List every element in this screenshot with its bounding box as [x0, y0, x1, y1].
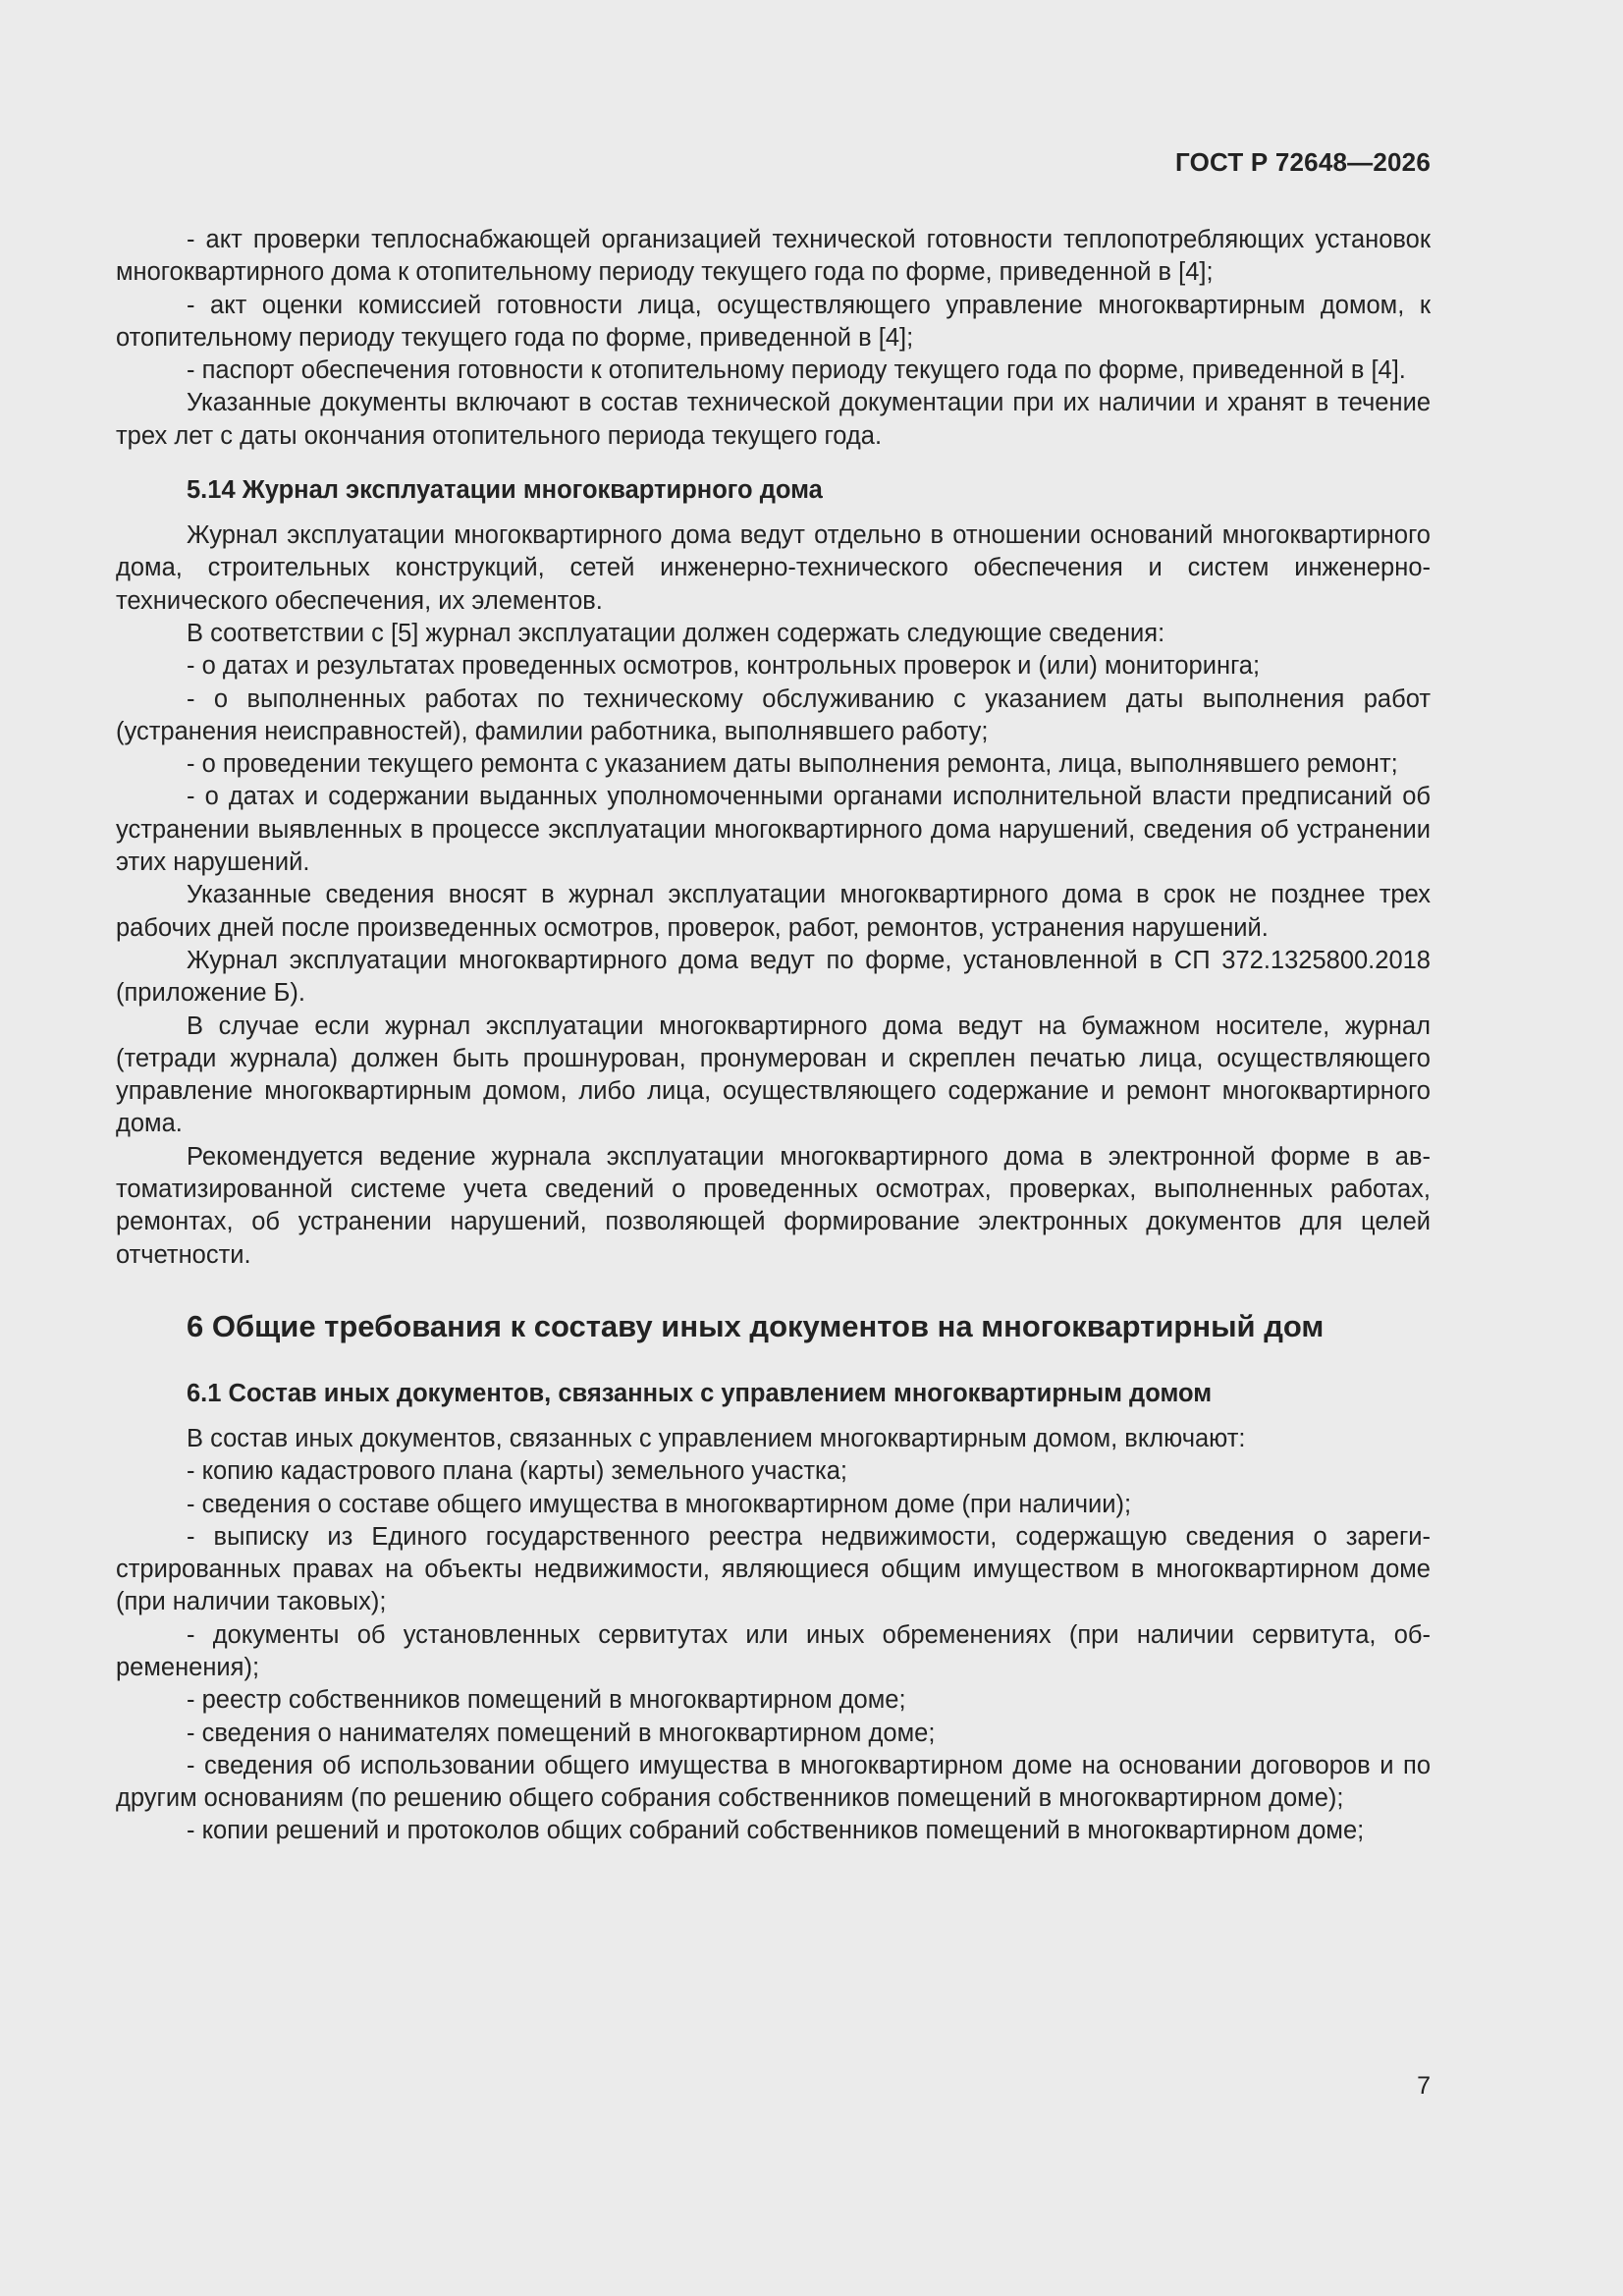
subsection-heading-5-14: 5.14 Журнал эксплуатации многоквартирного дома: [187, 476, 823, 505]
subsection-heading-6-1: 6.1 Состав иных документов, связанных с управлением многоквартирным домом: [187, 1379, 1213, 1407]
paragraph: Рекомендуется ведение журнала эксплуатации многоквартирного дома в электронной форме в автоматизированной системе учета сведений о проведенных осмотрах, проверках, выполненных работах, ремонтах, об устранении нарушений, позволяющей формирование электронных документов для целей отчетности.: [116, 1142, 1431, 1269]
list-item: - паспорт обеспечения готовности к отопительному периоду текущего года по форме, приведенной в [4].: [187, 356, 1406, 385]
paragraph: Указанные сведения вносят в журнал эксплуатации многоквартирного дома в срок не позднее трех рабочих дней после произведенных осмотров, проверок, работ, ремонтов, устранения нарушений.: [116, 881, 1431, 942]
list-item: - реестр собственников помещений в многоквартирном доме;: [187, 1686, 906, 1715]
list-item: - о проведении текущего ремонта с указанием даты выполнения ремонта, лица, выполнявшего ремонт;: [187, 750, 1398, 779]
paragraph: Журнал эксплуатации многоквартирного дома ведут по форме, установленной в СП 372.1325800.2018 (приложение Б).: [116, 946, 1431, 1008]
paragraph: В случае если журнал эксплуатации многоквартирного дома ведут на бумажном носителе, журнал (тетради журнала) должен быть прошнурован, пронумерован и скреплен печатью лица, осуществляющего управление многоквартирным домом, либо лица, осуществляющего содержание и ремонт многоквартирного дома.: [116, 1011, 1431, 1138]
list-item: - о выполненных работах по техническому обслуживанию с указанием даты выполнения работ (устранения неисправностей), фамилии работника, выполнявшего работу;: [116, 684, 1431, 745]
list-item: - сведения о составе общего имущества в многоквартирном доме (при наличии);: [187, 1490, 1132, 1518]
list-item: - о датах и содержании выданных уполномоченными органами исполнительной власти предписаний об устранении выявленных в процессе эксплуатации многоквартирного дома нарушений, сведения об устранении этих нарушений.: [116, 783, 1431, 877]
technical-docs-list: [116, 224, 1431, 453]
subsection-6-1-body: [116, 1423, 1431, 1848]
paragraph: Журнал эксплуатации многоквартирного дома ведут отдельно в отношении оснований многоквартирного дома, строительных конструкций, сетей инженерно-технического обеспечения и систем инженерно-технического обеспечения, их элементов.: [116, 521, 1431, 615]
document-code: ГОСТ Р 72648—2026: [1175, 147, 1431, 177]
section-heading-6: 6 Общие требования к составу иных документов на многоквартирный дом: [187, 1308, 1325, 1343]
list-item: - документы об установленных сервитутах или иных обременениях (при наличии сервитута, обременения);: [116, 1620, 1431, 1681]
subsection-5-14-body: [116, 519, 1431, 1272]
list-item: - сведения об использовании общего имущества в многоквартирном доме на основании договоров и по другим основаниям (по решению общего собрания собственников помещений в многоквартирном доме);: [116, 1751, 1431, 1813]
list-item: - копии решений и протоколов общих собраний собственников помещений в многоквартирном доме;: [187, 1817, 1365, 1845]
page-number: 7: [1417, 2072, 1431, 2100]
list-item: - выписку из Единого государственного реестра недвижимости, содержащую сведения о зарегистрированных правах на объекты недвижимости, являющиеся общим имуществом в многоквартирном доме (при наличии таковых);: [116, 1522, 1431, 1616]
page-content: [116, 224, 1431, 1848]
list-item: - акт оценки комиссией готовности лица, осуществляющего управление многоквартирным домом, к отопительному периоду текущего года по форме, приведенной в [4];: [116, 291, 1431, 352]
list-item: - акт проверки теплоснабжающей организацией технической готовности теплопотребляющих установок многоквартирного дома к отопительному периоду текущего года по форме, приведенной в [4];: [116, 226, 1431, 287]
paragraph: В состав иных документов, связанных с управлением многоквартирным домом, включают:: [187, 1424, 1246, 1452]
list-item: - копию кадастрового плана (карты) земельного участка;: [187, 1457, 847, 1486]
paragraph: В соответствии с [5] журнал эксплуатации должен содержать следующие сведения:: [187, 619, 1165, 647]
list-item: - сведения о нанимателях помещений в многоквартирном доме;: [187, 1719, 936, 1747]
paragraph: Указанные документы включают в состав технической документации при их наличии и хранят в течение трех лет с даты окончания отопительного периода текущего года.: [116, 389, 1431, 450]
list-item: - о датах и результатах проведенных осмотров, контрольных проверок и (или) мониторинга;: [187, 652, 1261, 681]
